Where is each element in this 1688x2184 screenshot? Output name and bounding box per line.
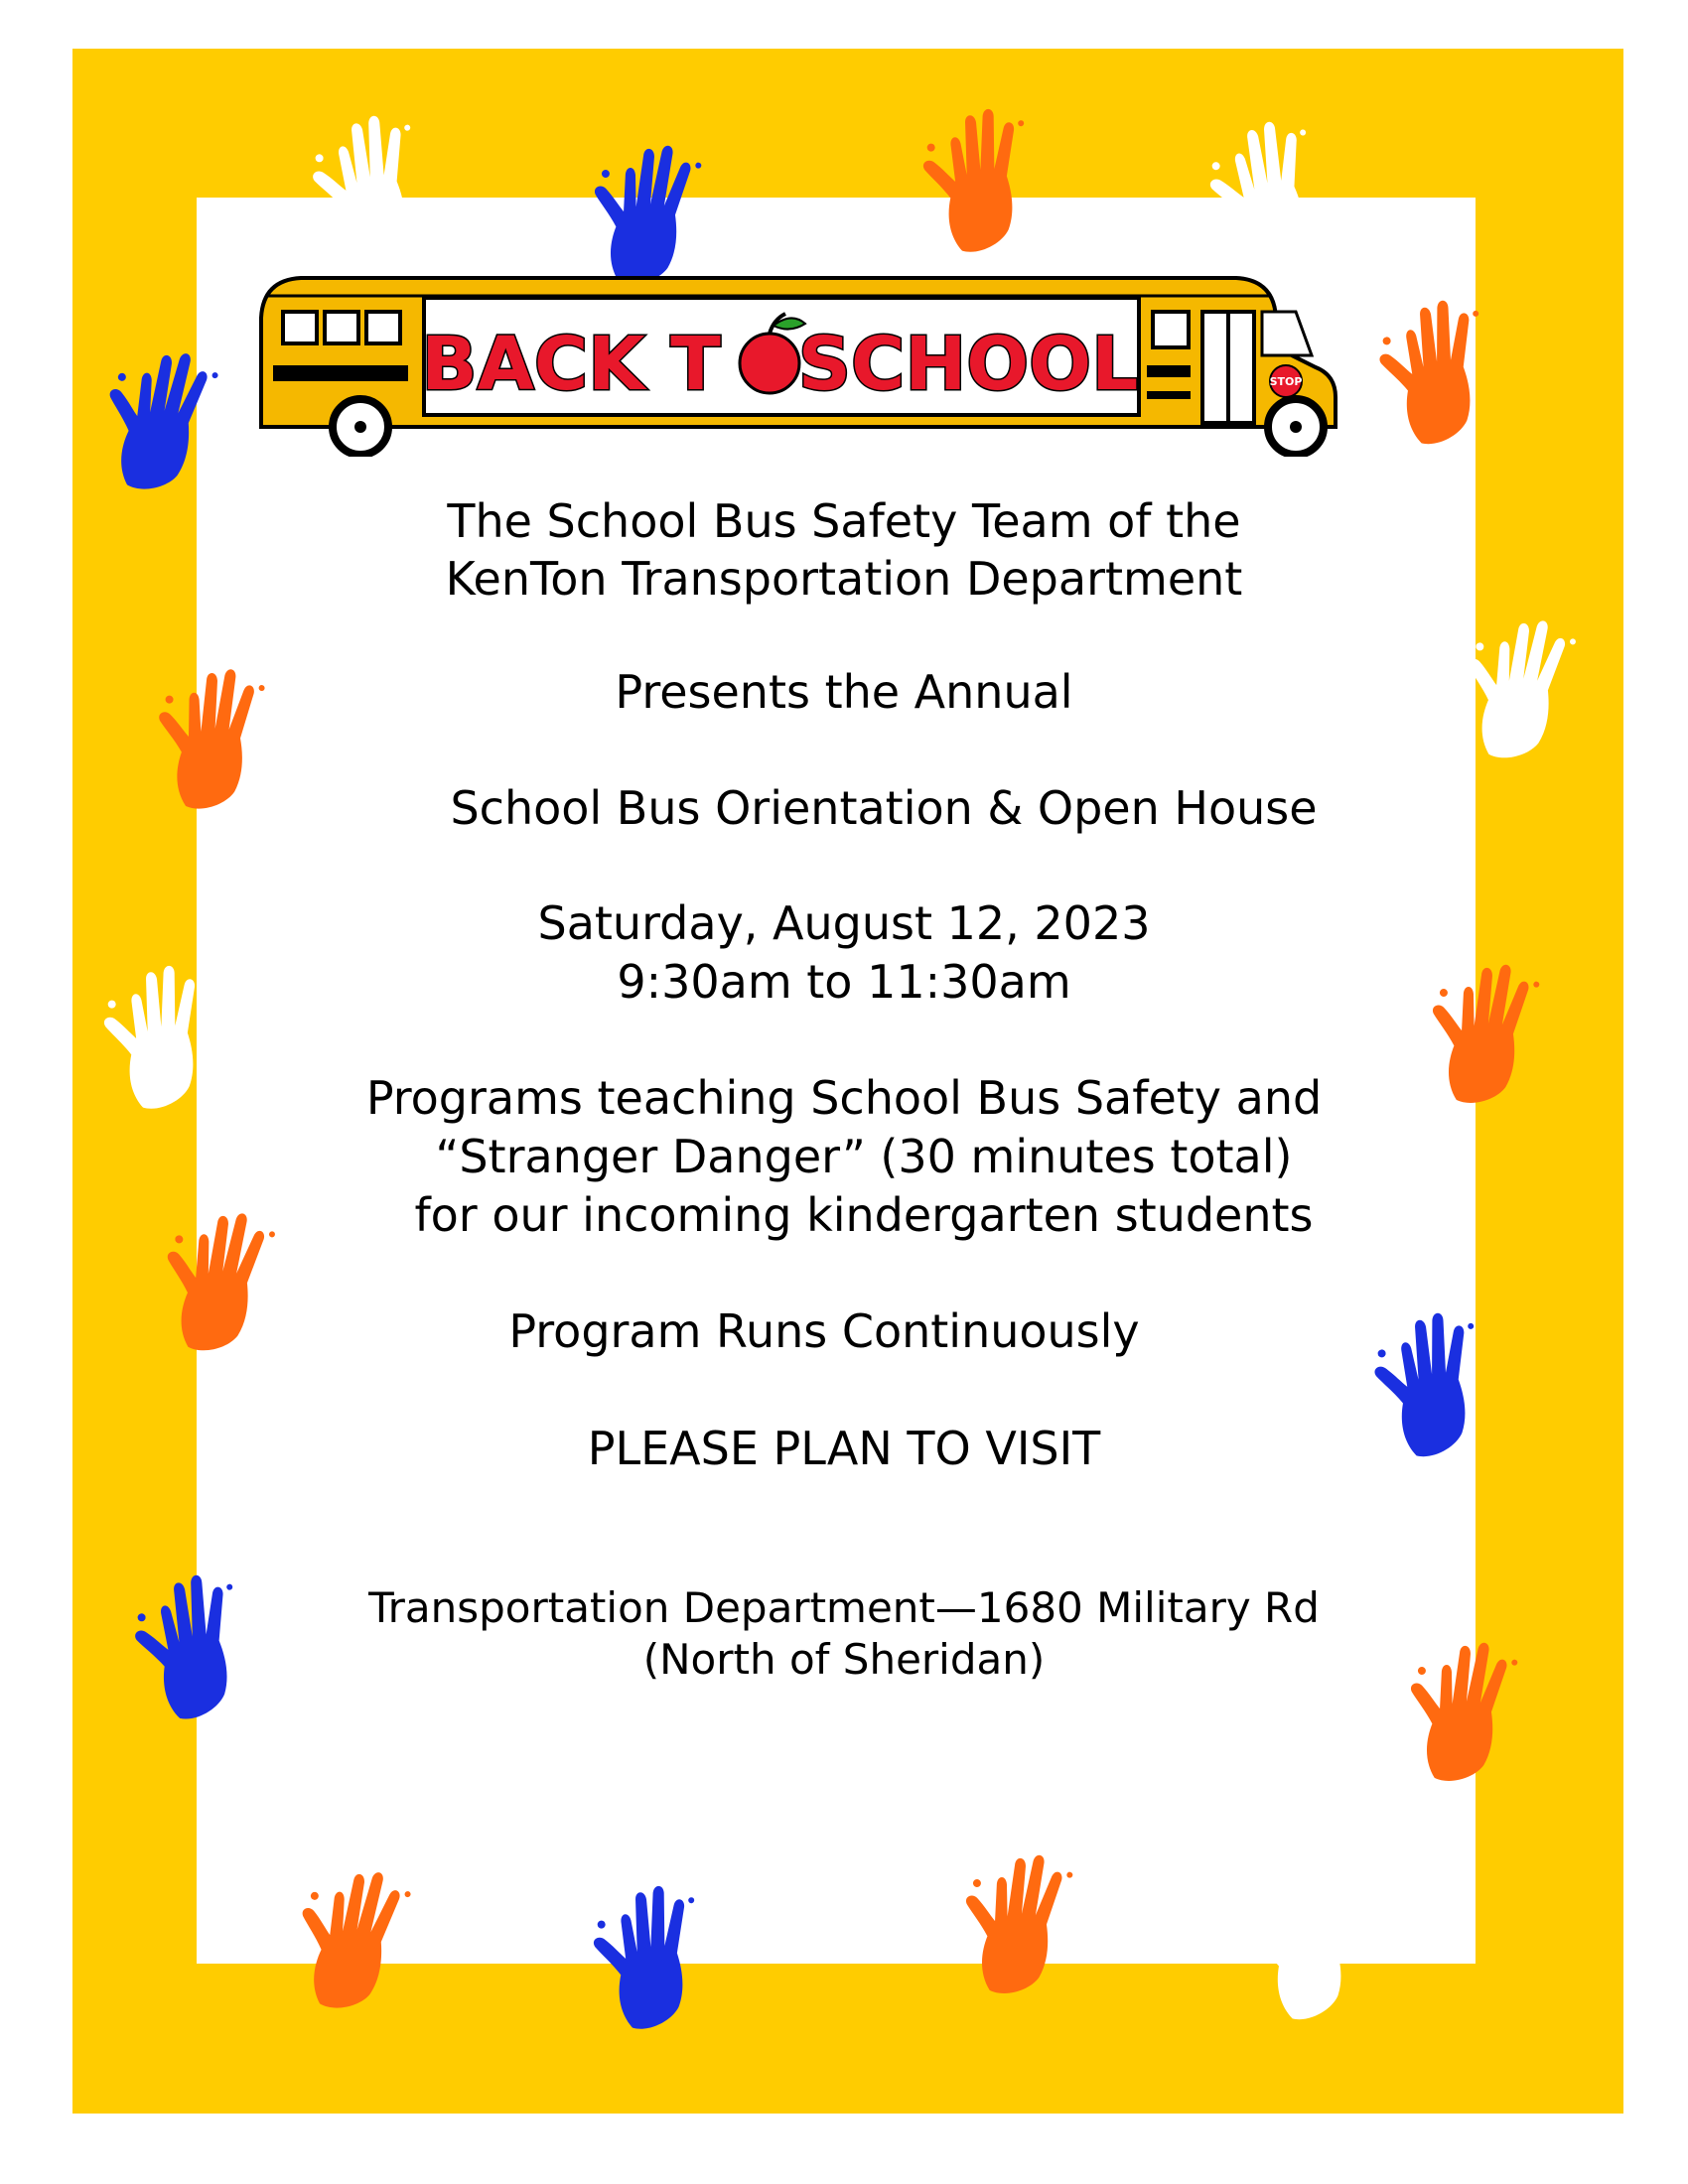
handprint-icon — [1199, 108, 1342, 276]
banner-title-left: BACK T — [421, 322, 721, 407]
handprint-icon — [955, 1843, 1089, 2003]
wheel — [1268, 399, 1324, 455]
address-line-1: Transportation Department—1680 Military Rd — [368, 1583, 1320, 1632]
event-date: Saturday, August 12, 2023 — [537, 896, 1151, 950]
handprint-icon — [589, 1877, 718, 2034]
handprint-icon — [918, 100, 1048, 257]
programs-line-2: “Stranger Danger” (30 minutes total) — [435, 1130, 1293, 1183]
event-name: School Bus Orientation & Open House — [450, 781, 1318, 835]
banner-title-right: SCHOOL — [797, 322, 1139, 407]
address-line-2: (North of Sheridan) — [642, 1635, 1046, 1684]
visit-line: PLEASE PLAN TO VISIT — [587, 1422, 1101, 1475]
handprint-icon — [304, 103, 443, 267]
handprint-icon — [286, 1855, 429, 2023]
team-line-1: The School Bus Safety Team of the — [447, 494, 1241, 548]
team-line-2: KenTon Transportation Department — [445, 552, 1243, 606]
handprint-icon — [93, 337, 236, 504]
presents-line: Presents the Annual — [615, 665, 1073, 719]
programs-line-3: for our incoming kindergarten students — [414, 1188, 1314, 1242]
programs-line-1: Programs teaching School Bus Safety and — [365, 1071, 1323, 1125]
event-time: 9:30am to 11:30am — [617, 955, 1071, 1009]
runs-line: Program Runs Continuously — [508, 1304, 1140, 1358]
handprint-icon — [1372, 290, 1506, 451]
handprint-icon — [1243, 1865, 1377, 2026]
stop-sign: STOP — [1269, 375, 1303, 388]
school-bus-banner — [243, 268, 1355, 457]
wheel — [333, 399, 388, 455]
